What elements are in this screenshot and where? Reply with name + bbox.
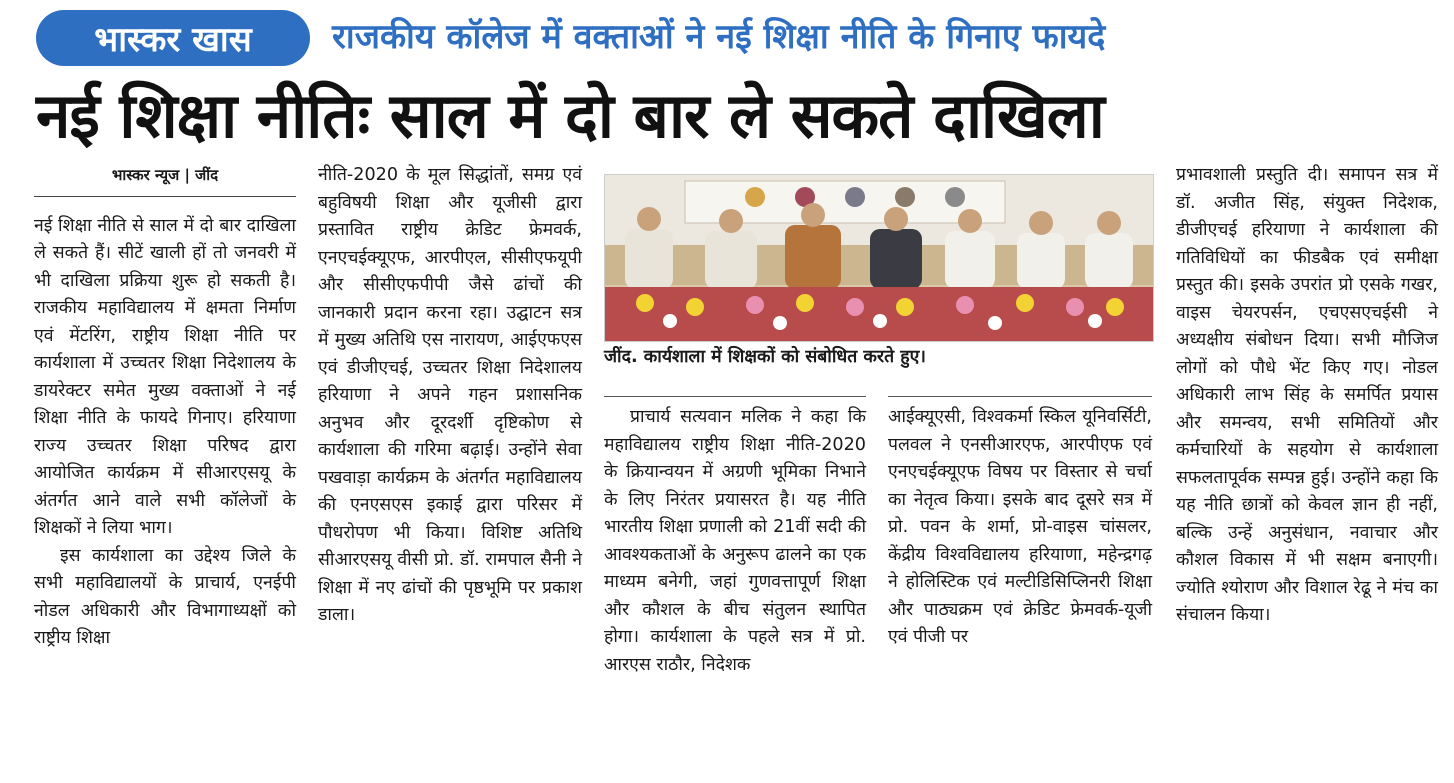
photo-caption: जींद. कार्यशाला में शिक्षकों को संबोधित करते हुए। xyxy=(604,347,926,367)
headline: नई शिक्षा नीतिः साल में दो बार ले सकते दाखिला xyxy=(36,79,1104,152)
paragraph: प्रभावशाली प्रस्तुति दी। समापन सत्र में डॉ. अजीत सिंह, संयुक्त निदेशक, डीजीएचई हरियाणा ने कार्यशाला की गतिविधियों का फीडबैक एवं समीक्षा प्रस्तुत की। इसके उपरांत प्रो एसके गखर, वाइस चेयरपर्सन, एचएसएचईसी ने अध्यक्षीय संबोधन दिया। सभी मौजिज लोगों को पौधे भेंट किए गए। नोडल अधिकारी लाभ सिंह के समर्पित प्रयास और समन्वय, सभी समितियों और कर्मचारियों के सहयोग से कार्यशाला सफलतापूर्वक सम्पन्न हुई। उन्होंने कहा कि यह नीति छात्रों को केवल ज्ञान ही नहीं, बल्कि उन्हें अनुसंधान, नवाचार और कौशल विकास में भी सक्षम बनाएगी। ज्योति श्योराण और विशाल रेढू ने मंच का संचालन किया। xyxy=(1176,165,1438,625)
subheadline: राजकीय कॉलेज में वक्ताओं ने नई शिक्षा नीति के गिनाए फायदे xyxy=(332,17,1106,57)
event-photo xyxy=(604,174,1154,342)
paragraph: नई शिक्षा नीति से साल में दो बार दाखिला ले सकते हैं। सीटें खाली हों तो जनवरी में भी दाखिला प्रक्रिया शुरू हो सकती है। राजकीय महाविद्यालय में क्षमता निर्माण एवं मेंटरिंग, राष्ट्रीय शिक्षा नीति पर कार्यशाला में उच्चतर शिक्षा निदेशालय के डायरेक्टर समेत मुख्य वक्ताओं ने नई शिक्षा नीति के फायदे गिनाए। हरियाणा राज्य उच्चतर शिक्षा परिषद द्वारा आयोजित कार्यक्रम में सीआरएसयू के अंतर्गत आने वाले सभी कॉलेजों के शिक्षकों ने लिया भाग। xyxy=(34,215,296,538)
column-2 xyxy=(318,162,582,630)
divider xyxy=(604,396,866,397)
column-3 xyxy=(604,404,866,679)
event-photo-illustration xyxy=(605,175,1153,341)
section-badge: भास्कर खास xyxy=(36,10,310,66)
divider xyxy=(888,396,1152,397)
paragraph: नीति-2020 के मूल सिद्धांतों, समग्र एवं बहुविषयी शिक्षा और यूजीसी द्वारा प्रस्तावित राष्ट्रीय क्रेडिट फ्रेमवर्क, एनएचईक्यूएफ, आरपीएल, सीसीएफयूपी और सीसीएफपीपी जैसे ढांचों की जानकारी प्रदान करना रहा। उद्घाटन सत्र में मुख्य अतिथि एस नारायण, आईएफएस एवं डीजीएचई, उच्चतर शिक्षा निदेशालय हरियाणा ने अपने गहन प्रशासनिक अनुभव और दूरदर्शी दृष्टिकोण से कार्यशाला की गरिमा बढ़ाई। उन्होंने सेवा पखवाड़ा कार्यक्रम के अंतर्गत महाविद्यालय की एनएसएस इकाई द्वारा परिसर में पौधरोपण भी किया। विशिष्ट अतिथि सीआरएसयू वीसी प्रो. डॉ. रामपाल सैनी ने शिक्षा में नए ढांचों की पृष्ठभूमि पर प्रकाश डाला। xyxy=(318,165,582,625)
paragraph: प्राचार्य सत्यवान मलिक ने कहा कि महाविद्यालय राष्ट्रीय शिक्षा नीति-2020 के क्रियान्वयन में अग्रणी भूमिका निभाने के लिए निरंतर प्रयासरत है। यह नीति भारतीय शिक्षा प्रणाली को 21वीं सदी की आवश्यकताओं के अनुरूप ढालने का एक माध्यम बनेगी, जहां गुणवत्तापूर्ण शिक्षा और कौशल के बीच संतुलन स्थापित होगा। कार्यशाला के पहले सत्र में प्रो. आरएस राठौर, निदेशक xyxy=(604,407,866,675)
column-1 xyxy=(34,162,296,653)
column-5 xyxy=(1176,162,1438,630)
paragraph: इस कार्यशाला का उद्देश्य जिले के सभी महाविद्यालयों के प्राचार्य, एनईपी नोडल अधिकारी और विभागाध्यक्षों को राष्ट्रीय शिक्षा xyxy=(34,545,296,648)
paragraph: आईक्यूएसी, विश्वकर्मा स्किल यूनिवर्सिटी, पलवल ने एनसीआरएफ, आरपीएफ एवं एनएचईक्यूएफ विषय पर विस्तार से चर्चा का नेतृत्व किया। इसके बाद दूसरे सत्र में प्रो. पवन के शर्मा, प्रो-वाइस चांसलर, केंद्रीय विश्वविद्यालय हरियाणा, महेन्द्रगढ़ ने होलिस्टिक एवं मल्टीडिसिप्लिनरी शिक्षा और पाठ्यक्रम एवं क्रेडिट फ्रेमवर्क-यूजी एवं पीजी पर xyxy=(888,407,1152,647)
column-4 xyxy=(888,404,1152,652)
byline: भास्कर न्यूज | जींद xyxy=(34,162,296,197)
